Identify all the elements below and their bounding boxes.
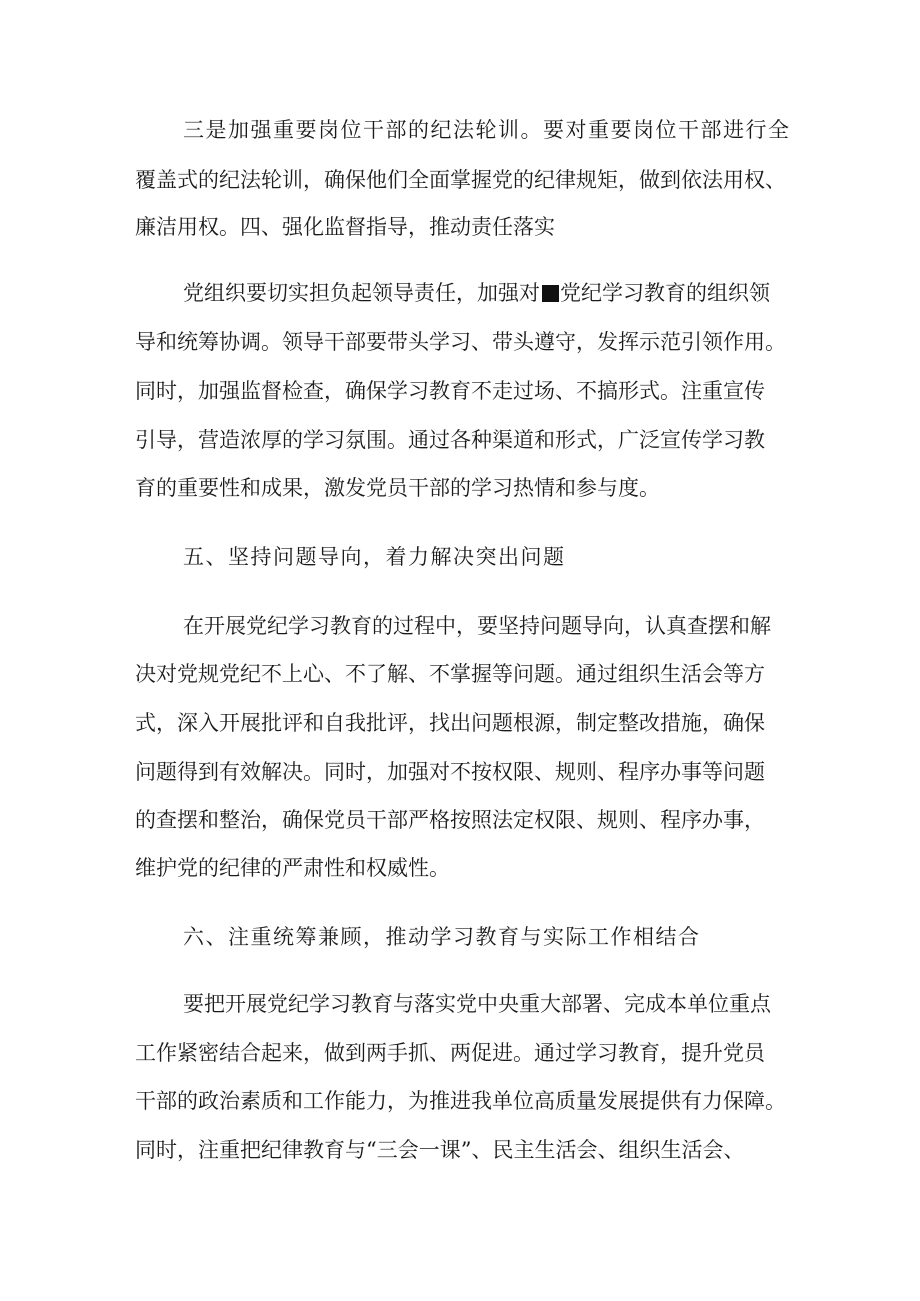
paragraph-3-line-6: 维护党的纪律的严肃性和权威性。 (135, 856, 450, 880)
paragraph-2-line-4: 引导，营造浓厚的学习氛围。通过各种渠道和形式，广泛宣传学习教 (135, 428, 765, 452)
paragraph-4-line-3: 干部的政治素质和工作能力，为推进我单位高质量发展提供有力保障。 (135, 1089, 786, 1113)
paragraph-4-line-2: 工作紧密结合起来，做到两手抓、两促进。通过学习教育，提升党员 (135, 1041, 765, 1065)
paragraph-2-line-3: 同时，加强监督检查，确保学习教育不走过场、不搞形式。注重宣传 (135, 379, 765, 403)
paragraph-1-line-1: 三是加强重要岗位干部的纪法轮训。要对重要岗位干部进行全 (183, 118, 791, 142)
paragraph-1-line-2: 覆盖式的纪法轮训，确保他们全面掌握党的纪律规矩，做到依法用权、 (135, 168, 786, 192)
paragraph-2-line-1-part-2: 党纪学习教育的组织领 (560, 281, 770, 305)
section-heading-5: 五、坚持问题导向，着力解决突出问题 (183, 545, 566, 569)
paragraph-2-line-1-part-1: 党组织要切实担负起领导责任，加强对 (183, 281, 540, 305)
paragraph-3-line-1: 在开展党纪学习教育的过程中，要坚持问题导向，认真查摆和解 (183, 614, 771, 638)
paragraph-2-line-2: 导和统筹协调。领导干部要带头学习、带头遵守，发挥示范引领作用。 (135, 330, 786, 354)
paragraph-3-line-2: 决对党规党纪不上心、不了解、不掌握等问题。通过组织生活会等方 (135, 662, 765, 686)
paragraph-1-line-3: 廉洁用权。四、强化监督指导，推动责任落实 (135, 215, 555, 239)
paragraph-3-line-4: 问题得到有效解决。同时，加强对不按权限、规则、程序办事等问题 (135, 760, 765, 784)
paragraph-3-line-5: 的查摆和整治，确保党员干部严格按照法定权限、规则、程序办事， (135, 808, 765, 832)
section-heading-6: 六、注重统筹兼顾，推动学习教育与实际工作相结合 (183, 925, 701, 949)
paragraph-2-line-1 (183, 273, 805, 313)
paragraph-3-line-3: 式，深入开展批评和自我批评，找出问题根源，制定整改措施，确保 (135, 711, 765, 735)
paragraph-4-line-1: 要把开展党纪学习教育与落实党中央重大部署、完成本单位重点 (183, 992, 771, 1016)
black-square-icon (542, 285, 559, 302)
paragraph-2-line-5: 育的重要性和成果，激发党员干部的学习热情和参与度。 (135, 476, 660, 500)
paragraph-4-line-4: 同时，注重把纪律教育与“三会一课”、民主生活会、组织生活会、 (135, 1138, 745, 1162)
